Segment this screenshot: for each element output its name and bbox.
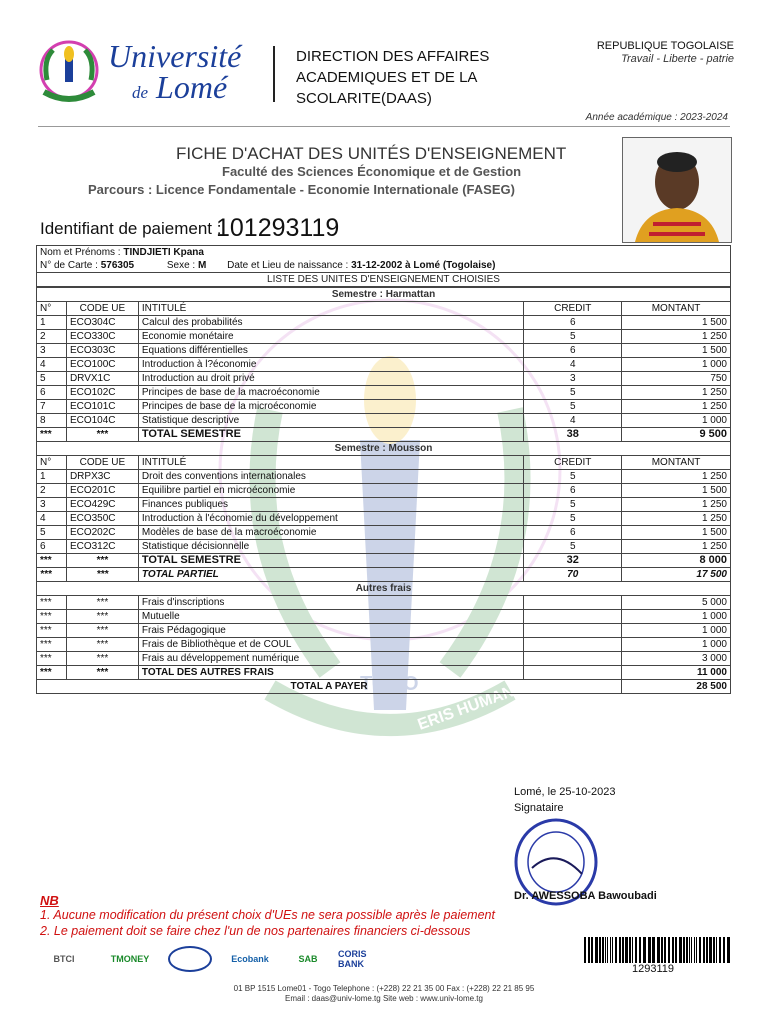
ue-code: ECO350C [66, 512, 138, 526]
university-name-de: de [132, 83, 149, 102]
stars: *** [66, 610, 138, 624]
barcode-bar [661, 937, 663, 963]
semester-total-amount: 9 500 [622, 428, 731, 442]
ue-amount: 1 250 [622, 330, 731, 344]
payment-id-label: Identifiant de paiement : [40, 219, 222, 238]
student-details-cell [37, 259, 731, 273]
republic-motto: Travail - Liberte - patrie [621, 53, 734, 65]
fee-title: Frais Pédagogique [138, 624, 523, 638]
fee-credit [524, 638, 622, 652]
partner-logo [338, 946, 394, 972]
ue-amount: 1 500 [622, 526, 731, 540]
ue-amount: 1 250 [622, 540, 731, 554]
col-no-header: N° [37, 456, 67, 470]
col-montant-header: MONTANT [622, 456, 731, 470]
barcode-bar [657, 937, 660, 963]
ue-code: ECO304C [66, 316, 138, 330]
ue-credit: 6 [524, 344, 622, 358]
ue-code: ECO102C [66, 386, 138, 400]
fees-title-row [37, 582, 731, 596]
partner-logo [36, 946, 92, 972]
fees-title: Autres frais [37, 582, 731, 596]
fee-amount: 1 000 [622, 610, 731, 624]
ue-table [36, 287, 731, 694]
barcode-bar [679, 937, 682, 963]
student-info-table [36, 245, 731, 287]
grand-total-amount: 28 500 [622, 680, 731, 694]
ue-title: Statistique décisionnelle [138, 540, 523, 554]
ue-credit: 4 [524, 414, 622, 428]
barcode-bar [694, 937, 695, 963]
ue-title: Modèles de base de la macroéconomie [138, 526, 523, 540]
stars: *** [37, 624, 67, 638]
ue-title: Finances publiques [138, 498, 523, 512]
republic-block [597, 40, 734, 66]
fee-row [37, 652, 731, 666]
ue-credit: 5 [524, 386, 622, 400]
partner-logo [102, 946, 158, 972]
barcode-bar [727, 937, 730, 963]
signatory-name: Dr. AWESSOBA Bawoubadi [514, 890, 657, 902]
birth-value: 31-12-2002 à Lomé (Togolaise) [351, 260, 496, 271]
ue-code: DRPX3C [66, 470, 138, 484]
ue-title: Principes de base de la macroéconomie [138, 386, 523, 400]
ue-amount: 1 250 [622, 470, 731, 484]
university-name-line1: Université [108, 38, 242, 74]
ue-credit: 5 [524, 498, 622, 512]
fees-total-label: TOTAL DES AUTRES FRAIS [138, 666, 523, 680]
footer-address: 01 BP 1515 Lome01 - Togo Telephone : (+228) 22 21 35 00 Fax : (+228) 22 21 85 95 [233, 984, 535, 993]
table-header-row [37, 456, 731, 470]
fees-total-credit [524, 666, 622, 680]
barcode-bar [610, 937, 611, 963]
table-row [37, 414, 731, 428]
card-number: 576305 [100, 260, 135, 271]
ue-code: ECO202C [66, 526, 138, 540]
col-credit-header: CREDIT [524, 302, 622, 316]
stars: *** [37, 428, 67, 442]
barcode [584, 937, 730, 963]
ue-amount: 1 500 [622, 316, 731, 330]
partner-logos [36, 944, 516, 974]
document-title: FICHE D'ACHAT DES UNITÉS D'ENSEIGNEMENT [176, 144, 567, 163]
fee-amount: 5 000 [622, 596, 731, 610]
ue-credit: 5 [524, 470, 622, 484]
barcode-bar [584, 937, 586, 963]
semester1-title: Semestre : Harmattan [37, 288, 731, 302]
ue-title: Economie monétaire [138, 330, 523, 344]
university-name-line2: Lomé [156, 69, 228, 105]
barcode-bar [716, 937, 717, 963]
ue-amount: 1 250 [622, 386, 731, 400]
header-divider [273, 46, 275, 102]
barcode-bar [643, 937, 646, 963]
fee-row [37, 610, 731, 624]
barcode-bar [622, 937, 624, 963]
ue-code: ECO429C [66, 498, 138, 512]
ue-code: ECO330C [66, 330, 138, 344]
partial-total-row [37, 568, 731, 582]
barcode-bar [723, 937, 725, 963]
fee-row [37, 638, 731, 652]
grand-total-row [37, 680, 731, 694]
table-row [37, 470, 731, 484]
barcode-bar [632, 937, 633, 963]
barcode-bar [588, 937, 590, 963]
faculty-name: Faculté des Sciences Économique et de Gestion [222, 164, 522, 179]
col-montant-header: MONTANT [622, 302, 731, 316]
card-label: N° de Carte : [40, 260, 98, 271]
row-number: 5 [37, 372, 67, 386]
row-number: 5 [37, 526, 67, 540]
partial-total-credit: 70 [524, 568, 622, 582]
watermark-togo: TOGO [360, 673, 419, 695]
row-number: 4 [37, 358, 67, 372]
stars: *** [66, 596, 138, 610]
list-title: LISTE DES UNITES D'ENSEIGNEMENT CHOISIES [37, 273, 731, 287]
table-row [37, 484, 731, 498]
barcode-bar [713, 937, 715, 963]
ue-title: Introduction à l'économie du développement [138, 512, 523, 526]
barcode-bar [675, 937, 677, 963]
partner-name: TMONEY [110, 954, 150, 964]
partner-logo [168, 946, 212, 972]
col-credit-header: CREDIT [524, 456, 622, 470]
fee-title: Frais au développement numérique [138, 652, 523, 666]
col-code-header: CODE UE [66, 302, 138, 316]
ue-code: DRVX1C [66, 372, 138, 386]
fee-amount: 1 000 [622, 624, 731, 638]
ue-credit: 6 [524, 316, 622, 330]
barcode-bar [635, 937, 637, 963]
barcode-bar [691, 937, 692, 963]
ue-credit: 5 [524, 330, 622, 344]
semester-title-row [37, 442, 731, 456]
grand-total-label: TOTAL A PAYER [37, 680, 622, 694]
nb-line1: 1. Aucune modification du présent choix d'UEs ne sera possible après le paiement [40, 908, 495, 922]
barcode-bar [696, 937, 697, 963]
partial-total-amount: 17 500 [622, 568, 731, 582]
fee-row [37, 596, 731, 610]
table-row [37, 540, 731, 554]
barcode-bar [625, 937, 628, 963]
stars: *** [37, 554, 67, 568]
barcode-bar [612, 937, 613, 963]
table-row [37, 372, 731, 386]
sex-value: M [198, 260, 207, 271]
ue-credit: 4 [524, 358, 622, 372]
header-rule [38, 126, 730, 127]
stars: *** [37, 666, 67, 680]
stars: *** [66, 638, 138, 652]
barcode-bar [629, 937, 631, 963]
parcours-name: Parcours : Licence Fondamentale - Economie Internationale (FASEG) [88, 182, 515, 197]
barcode-bar [689, 937, 690, 963]
stars: *** [66, 568, 138, 582]
fee-amount: 1 000 [622, 638, 731, 652]
partner-logo [222, 946, 278, 972]
semester-total-label: TOTAL SEMESTRE [138, 428, 523, 442]
barcode-bar [719, 937, 721, 963]
table-row [37, 512, 731, 526]
table-row [37, 526, 731, 540]
ue-amount: 1 500 [622, 484, 731, 498]
stars: *** [66, 428, 138, 442]
ue-credit: 5 [524, 400, 622, 414]
row-number: 8 [37, 414, 67, 428]
fee-amount: 3 000 [622, 652, 731, 666]
row-number: 2 [37, 484, 67, 498]
sex-label: Sexe : [166, 260, 196, 271]
fees-total-row [37, 666, 731, 680]
stars: *** [66, 652, 138, 666]
fees-total-amount: 11 000 [622, 666, 731, 680]
ue-credit: 5 [524, 540, 622, 554]
barcode-bar [709, 937, 712, 963]
ue-amount: 1 000 [622, 414, 731, 428]
barcode-bar [703, 937, 705, 963]
semester-total-credit: 32 [524, 554, 622, 568]
ue-code: ECO100C [66, 358, 138, 372]
barcode-bar [672, 937, 674, 963]
place-date: Lomé, le 25-10-2023 [514, 786, 616, 798]
barcode-bar [668, 937, 670, 963]
stars: *** [37, 638, 67, 652]
partial-total-label: TOTAL PARTIEL [138, 568, 523, 582]
ue-code: ECO101C [66, 400, 138, 414]
signatory-label: Signataire [514, 802, 564, 814]
ue-code: ECO312C [66, 540, 138, 554]
row-number: 2 [37, 330, 67, 344]
student-name-cell [37, 246, 731, 260]
ue-code: ECO201C [66, 484, 138, 498]
ue-title: Calcul des probabilités [138, 316, 523, 330]
barcode-bar [706, 937, 708, 963]
fee-credit [524, 652, 622, 666]
table-row [37, 344, 731, 358]
university-name [108, 40, 241, 108]
barcode-bar [686, 937, 688, 963]
footer [0, 984, 768, 1004]
partner-name: BTCI [53, 954, 75, 964]
ue-title: Statistique descriptive [138, 414, 523, 428]
semester-total-row [37, 428, 731, 442]
col-intitule-header: INTITULÉ [138, 302, 523, 316]
academic-year: Année académique : 2023-2024 [585, 112, 728, 123]
semester-total-amount: 8 000 [622, 554, 731, 568]
row-number: 3 [37, 498, 67, 512]
barcode-bar [639, 937, 641, 963]
row-number: 6 [37, 540, 67, 554]
barcode-bar [652, 937, 655, 963]
ue-title: Droit des conventions internationales [138, 470, 523, 484]
table-row [37, 358, 731, 372]
ue-table-container [36, 245, 731, 694]
stars: *** [37, 568, 67, 582]
student-photo [622, 137, 732, 243]
barcode-bar [664, 937, 666, 963]
ue-title: Introduction à l?économie [138, 358, 523, 372]
ue-table-body [37, 288, 731, 694]
direction-title: DIRECTION DES AFFAIRES ACADEMIQUES ET DE LA SCOLARITE(DAAS) [296, 48, 490, 107]
col-no-header: N° [37, 302, 67, 316]
barcode-bar [619, 937, 621, 963]
semester-total-row [37, 554, 731, 568]
republic-name: REPUBLIQUE TOGOLAISE [596, 40, 734, 52]
student-name-label: Nom et Prénoms : [40, 247, 121, 258]
partner-name: Ecobank [231, 954, 269, 964]
ue-title: Introduction au droit privé [138, 372, 523, 386]
row-number: 1 [37, 470, 67, 484]
barcode-bar [648, 937, 651, 963]
ue-amount: 750 [622, 372, 731, 386]
ue-title: Equilibre partiel en microéconomie [138, 484, 523, 498]
ue-credit: 6 [524, 484, 622, 498]
semester-total-label: TOTAL SEMESTRE [138, 554, 523, 568]
ue-credit: 5 [524, 512, 622, 526]
fee-credit [524, 610, 622, 624]
barcode-bar [591, 937, 593, 963]
col-code-header: CODE UE [66, 456, 138, 470]
stars: *** [37, 596, 67, 610]
nb-title: NB [40, 893, 59, 908]
table-row [37, 386, 731, 400]
barcode-bar [599, 937, 601, 963]
ue-amount: 1 250 [622, 512, 731, 526]
ue-amount: 1 500 [622, 344, 731, 358]
ue-amount: 1 000 [622, 358, 731, 372]
watermark-motto: ERIS HUMANI FIDES [415, 663, 570, 734]
university-logo [38, 36, 100, 110]
stars: *** [66, 624, 138, 638]
barcode-bar [615, 937, 617, 963]
stars: *** [37, 610, 67, 624]
semester2-title: Semestre : Mousson [37, 442, 731, 456]
semester-total-credit: 38 [524, 428, 622, 442]
barcode-bar [607, 937, 608, 963]
fee-credit [524, 624, 622, 638]
stars: *** [66, 554, 138, 568]
footer-contact: Email : daas@univ-lome.tg Site web : www.univ-lome.tg [285, 994, 483, 1003]
fee-title: Frais de Bibliothèque et de COUL [138, 638, 523, 652]
ue-amount: 1 250 [622, 400, 731, 414]
ue-title: Equations différentielles [138, 344, 523, 358]
barcode-number: 1293119 [632, 963, 675, 975]
barcode-bar [605, 937, 606, 963]
row-number: 4 [37, 512, 67, 526]
barcode-bar [683, 937, 685, 963]
fee-credit [524, 596, 622, 610]
table-row [37, 400, 731, 414]
student-name: TINDJIETI Kpana [123, 247, 204, 258]
row-number: 6 [37, 386, 67, 400]
ue-amount: 1 250 [622, 498, 731, 512]
ue-credit: 6 [524, 526, 622, 540]
table-row [37, 498, 731, 512]
stars: *** [66, 666, 138, 680]
payment-id-value: 101293119 [216, 214, 340, 242]
barcode-bar [595, 937, 598, 963]
stars: *** [37, 652, 67, 666]
fee-row [37, 624, 731, 638]
ue-title: Principes de base de la microéconomie [138, 400, 523, 414]
barcode-bar [602, 937, 604, 963]
birth-label: Date et Lieu de naissance : [227, 260, 349, 271]
partner-name: CORIS BANK [338, 949, 367, 969]
table-row [37, 330, 731, 344]
partner-name: SAB [298, 954, 318, 964]
row-number: 3 [37, 344, 67, 358]
row-number: 1 [37, 316, 67, 330]
ue-code: ECO104C [66, 414, 138, 428]
fee-title: Mutuelle [138, 610, 523, 624]
fee-title: Frais d'inscriptions [138, 596, 523, 610]
ue-code: ECO303C [66, 344, 138, 358]
ue-credit: 3 [524, 372, 622, 386]
partner-logo [288, 946, 328, 972]
table-row [37, 316, 731, 330]
barcode-bar [699, 937, 701, 963]
col-intitule-header: INTITULÉ [138, 456, 523, 470]
row-number: 7 [37, 400, 67, 414]
nb-line2: 2. Le paiement doit se faire chez l'un de nos partenaires financiers ci-dessous [40, 924, 471, 938]
